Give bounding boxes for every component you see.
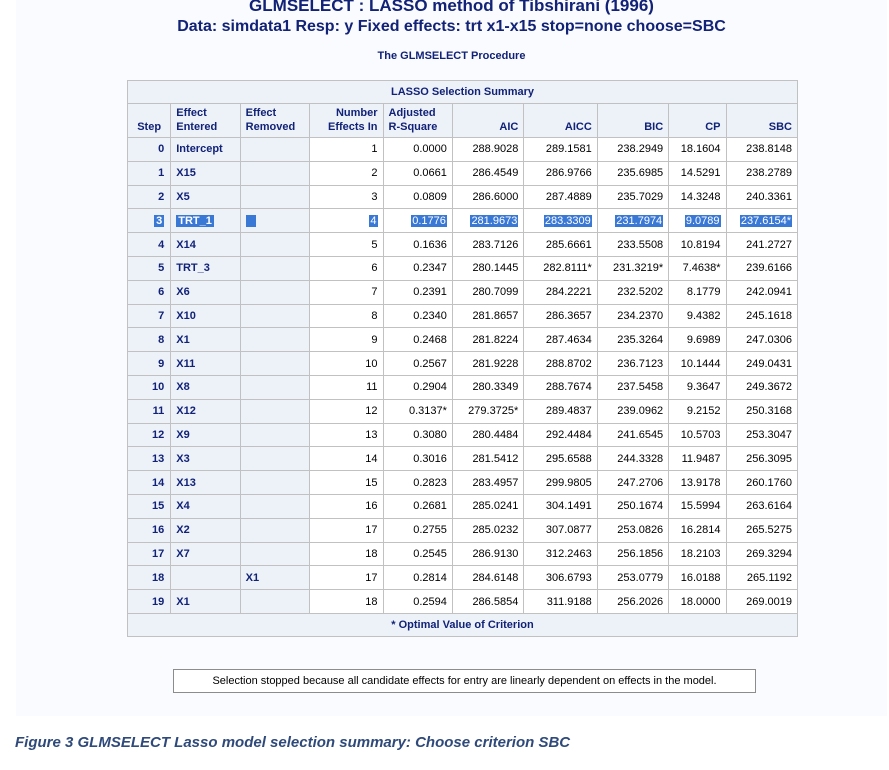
number-cell: 6 — [310, 256, 383, 280]
number-cell: 5 — [310, 233, 383, 257]
bic-cell: 235.3264 — [597, 328, 668, 352]
bic-cell: 231.3219* — [597, 256, 668, 280]
step-cell: 13 — [128, 447, 171, 471]
table-row — [128, 352, 798, 376]
number-cell: 14 — [310, 447, 383, 471]
cp-cell: 9.2152 — [669, 399, 726, 423]
aicc-cell: 285.6661 — [524, 233, 597, 257]
table-row — [128, 518, 798, 542]
col-effect-entered: Effect Entered — [171, 104, 240, 138]
step-cell: 3 — [128, 209, 171, 233]
aic-cell: 281.8657 — [452, 304, 523, 328]
step-cell: 4 — [128, 233, 171, 257]
cp-cell: 9.3647 — [669, 375, 726, 399]
number-cell: 4 — [310, 209, 383, 233]
adjrsq-cell: 0.2823 — [383, 471, 452, 495]
title-line-2: Data: simdata1 Resp: y Fixed effects: trt x1-x15 stop=none choose=SBC — [177, 18, 726, 35]
step-cell: 18 — [128, 566, 171, 590]
effect-entered-cell: X5 — [171, 185, 240, 209]
aic-cell: 286.6000 — [452, 185, 523, 209]
step-cell: 14 — [128, 471, 171, 495]
table-row — [128, 185, 798, 209]
bic-cell: 253.0826 — [597, 518, 668, 542]
cp-cell: 14.3248 — [669, 185, 726, 209]
effect-entered-cell: X15 — [171, 161, 240, 185]
cp-cell: 15.5994 — [669, 494, 726, 518]
cp-cell: 11.9487 — [669, 447, 726, 471]
effect-entered-cell: Intercept — [171, 138, 240, 162]
effect-removed-cell — [240, 542, 309, 566]
step-cell: 0 — [128, 138, 171, 162]
effect-entered-cell: X1 — [171, 328, 240, 352]
sbc-cell: 250.3168 — [726, 399, 797, 423]
table-row — [128, 399, 798, 423]
sbc-cell: 249.0431 — [726, 352, 797, 376]
table-row — [128, 566, 798, 590]
cp-cell: 16.2814 — [669, 518, 726, 542]
adjrsq-cell: 0.3016 — [383, 447, 452, 471]
effect-removed-cell — [240, 138, 309, 162]
aic-cell: 285.0241 — [452, 494, 523, 518]
step-cell: 11 — [128, 399, 171, 423]
adjrsq-cell: 0.2468 — [383, 328, 452, 352]
step-cell: 19 — [128, 590, 171, 614]
aicc-cell: 282.8111* — [524, 256, 597, 280]
number-cell: 15 — [310, 471, 383, 495]
bic-cell: 235.6985 — [597, 161, 668, 185]
sbc-cell: 256.3095 — [726, 447, 797, 471]
effect-removed-cell — [240, 256, 309, 280]
number-cell: 17 — [310, 518, 383, 542]
table-footnote: * Optimal Value of Criterion — [128, 613, 798, 636]
cp-cell: 13.9178 — [669, 471, 726, 495]
sbc-cell: 265.5275 — [726, 518, 797, 542]
bic-cell: 238.2949 — [597, 138, 668, 162]
step-cell: 5 — [128, 256, 171, 280]
effect-entered-cell: X3 — [171, 447, 240, 471]
aic-cell: 281.9228 — [452, 352, 523, 376]
table-row — [128, 375, 798, 399]
table-row — [128, 447, 798, 471]
step-cell: 12 — [128, 423, 171, 447]
col-adjusted-rsquare: Adjusted R-Square — [383, 104, 452, 138]
effect-removed-cell — [240, 494, 309, 518]
adjrsq-cell: 0.2681 — [383, 494, 452, 518]
col-aic: AIC — [452, 104, 523, 138]
cp-cell: 9.0789 — [669, 209, 726, 233]
aicc-cell: 287.4634 — [524, 328, 597, 352]
aicc-cell: 289.1581 — [524, 138, 597, 162]
table-row — [128, 209, 798, 233]
bic-cell: 231.7974 — [597, 209, 668, 233]
cp-cell: 9.4382 — [669, 304, 726, 328]
aicc-cell: 289.4837 — [524, 399, 597, 423]
sbc-cell: 245.1618 — [726, 304, 797, 328]
adjrsq-cell: 0.0000 — [383, 138, 452, 162]
sbc-cell: 241.2727 — [726, 233, 797, 257]
aic-cell: 281.9673 — [452, 209, 523, 233]
sbc-cell: 263.6164 — [726, 494, 797, 518]
adjrsq-cell: 0.1776 — [383, 209, 452, 233]
bic-cell: 253.0779 — [597, 566, 668, 590]
table-row — [128, 233, 798, 257]
sbc-cell: 238.2789 — [726, 161, 797, 185]
bic-cell: 247.2706 — [597, 471, 668, 495]
step-cell: 9 — [128, 352, 171, 376]
lasso-selection-summary-table — [127, 80, 798, 637]
col-cp: CP — [669, 104, 726, 138]
adjrsq-cell: 0.2755 — [383, 518, 452, 542]
number-cell: 3 — [310, 185, 383, 209]
effect-entered-cell: X13 — [171, 471, 240, 495]
number-cell: 11 — [310, 375, 383, 399]
table-row — [128, 138, 798, 162]
adjrsq-cell: 0.3137* — [383, 399, 452, 423]
step-cell: 10 — [128, 375, 171, 399]
aic-cell: 280.3349 — [452, 375, 523, 399]
effect-entered-cell: X11 — [171, 352, 240, 376]
bic-cell: 241.6545 — [597, 423, 668, 447]
bic-cell: 239.0962 — [597, 399, 668, 423]
effect-removed-cell — [240, 518, 309, 542]
number-cell: 16 — [310, 494, 383, 518]
sbc-cell: 237.6154* — [726, 209, 797, 233]
number-cell: 13 — [310, 423, 383, 447]
cp-cell: 18.2103 — [669, 542, 726, 566]
bic-cell: 250.1674 — [597, 494, 668, 518]
sbc-cell: 247.0306 — [726, 328, 797, 352]
aic-cell: 280.7099 — [452, 280, 523, 304]
aic-cell: 285.0232 — [452, 518, 523, 542]
step-cell: 7 — [128, 304, 171, 328]
cp-cell: 7.4638* — [669, 256, 726, 280]
adjrsq-cell: 0.2347 — [383, 256, 452, 280]
sbc-cell: 265.1192 — [726, 566, 797, 590]
step-cell: 15 — [128, 494, 171, 518]
effect-removed-cell — [240, 447, 309, 471]
text-cursor-icon — [250, 215, 256, 227]
aicc-cell: 288.8702 — [524, 352, 597, 376]
sbc-cell: 269.3294 — [726, 542, 797, 566]
adjrsq-cell: 0.2567 — [383, 352, 452, 376]
cp-cell: 10.1444 — [669, 352, 726, 376]
aicc-cell: 312.2463 — [524, 542, 597, 566]
effect-entered-cell: X12 — [171, 399, 240, 423]
sbc-cell: 269.0019 — [726, 590, 797, 614]
number-cell: 18 — [310, 590, 383, 614]
effect-removed-cell: X1 — [240, 566, 309, 590]
effect-entered-cell: X8 — [171, 375, 240, 399]
effect-removed-cell — [240, 399, 309, 423]
aic-cell: 283.4957 — [452, 471, 523, 495]
aic-cell: 286.4549 — [452, 161, 523, 185]
sbc-cell: 249.3672 — [726, 375, 797, 399]
table-row — [128, 542, 798, 566]
cp-cell: 18.0000 — [669, 590, 726, 614]
col-step: Step — [128, 104, 171, 138]
sbc-cell: 260.1760 — [726, 471, 797, 495]
aicc-cell: 311.9188 — [524, 590, 597, 614]
table-row — [128, 328, 798, 352]
table-row — [128, 256, 798, 280]
effect-entered-cell: X14 — [171, 233, 240, 257]
aicc-cell: 286.9766 — [524, 161, 597, 185]
aic-cell: 288.9028 — [452, 138, 523, 162]
sbc-cell: 242.0941 — [726, 280, 797, 304]
cp-cell: 9.6989 — [669, 328, 726, 352]
aic-cell: 286.9130 — [452, 542, 523, 566]
adjrsq-cell: 0.2594 — [383, 590, 452, 614]
number-cell: 12 — [310, 399, 383, 423]
adjrsq-cell: 0.3080 — [383, 423, 452, 447]
number-cell: 9 — [310, 328, 383, 352]
effect-removed-cell — [240, 590, 309, 614]
adjrsq-cell: 0.2814 — [383, 566, 452, 590]
aic-cell: 279.3725* — [452, 399, 523, 423]
aic-cell: 280.1445 — [452, 256, 523, 280]
adjrsq-cell: 0.2391 — [383, 280, 452, 304]
aic-cell: 286.5854 — [452, 590, 523, 614]
effect-removed-cell — [240, 375, 309, 399]
col-number-effects-in: Number Effects In — [310, 104, 383, 138]
aicc-cell: 295.6588 — [524, 447, 597, 471]
step-cell: 17 — [128, 542, 171, 566]
cp-cell: 10.8194 — [669, 233, 726, 257]
aicc-cell: 304.1491 — [524, 494, 597, 518]
adjrsq-cell: 0.2340 — [383, 304, 452, 328]
effect-entered-cell: X10 — [171, 304, 240, 328]
effect-removed-cell — [240, 423, 309, 447]
sbc-cell: 240.3361 — [726, 185, 797, 209]
number-cell: 8 — [310, 304, 383, 328]
col-bic: BIC — [597, 104, 668, 138]
adjrsq-cell: 0.0809 — [383, 185, 452, 209]
number-cell: 18 — [310, 542, 383, 566]
aic-cell: 283.7126 — [452, 233, 523, 257]
cp-cell: 18.1604 — [669, 138, 726, 162]
effect-entered-cell: TRT_3 — [171, 256, 240, 280]
bic-cell: 235.7029 — [597, 185, 668, 209]
table-row — [128, 494, 798, 518]
adjrsq-cell: 0.2545 — [383, 542, 452, 566]
effect-entered-cell: TRT_1 — [171, 209, 240, 233]
aicc-cell: 284.2221 — [524, 280, 597, 304]
number-cell: 7 — [310, 280, 383, 304]
adjrsq-cell: 0.1636 — [383, 233, 452, 257]
effect-removed-cell — [240, 352, 309, 376]
figure-caption: Figure 3 GLMSELECT Lasso model selection summary: Choose criterion SBC — [15, 734, 571, 751]
table-row — [128, 590, 798, 614]
effect-removed-cell — [240, 233, 309, 257]
aicc-cell: 283.3309 — [524, 209, 597, 233]
cp-cell: 8.1779 — [669, 280, 726, 304]
table-row — [128, 280, 798, 304]
table-row — [128, 304, 798, 328]
effect-removed-cell — [240, 185, 309, 209]
bic-cell: 256.1856 — [597, 542, 668, 566]
effect-entered-cell — [171, 566, 240, 590]
effect-entered-cell: X6 — [171, 280, 240, 304]
table-row — [128, 471, 798, 495]
step-cell: 2 — [128, 185, 171, 209]
col-aicc: AICC — [524, 104, 597, 138]
bic-cell: 233.5508 — [597, 233, 668, 257]
effect-entered-cell: X1 — [171, 590, 240, 614]
effect-removed-cell — [240, 161, 309, 185]
aicc-cell: 299.9805 — [524, 471, 597, 495]
step-cell: 16 — [128, 518, 171, 542]
aicc-cell: 288.7674 — [524, 375, 597, 399]
adjrsq-cell: 0.0661 — [383, 161, 452, 185]
step-cell: 1 — [128, 161, 171, 185]
effect-removed-cell — [240, 328, 309, 352]
procedure-title: The GLMSELECT Procedure — [377, 50, 526, 62]
bic-cell: 237.5458 — [597, 375, 668, 399]
number-cell: 1 — [310, 138, 383, 162]
column-header-row — [128, 104, 798, 138]
col-effect-removed: Effect Removed — [240, 104, 309, 138]
effect-removed-cell — [240, 209, 309, 233]
adjrsq-cell: 0.2904 — [383, 375, 452, 399]
cp-cell: 10.5703 — [669, 423, 726, 447]
aic-cell: 281.5412 — [452, 447, 523, 471]
aicc-cell: 292.4484 — [524, 423, 597, 447]
effect-removed-cell — [240, 280, 309, 304]
table-row — [128, 161, 798, 185]
number-cell: 2 — [310, 161, 383, 185]
aic-cell: 284.6148 — [452, 566, 523, 590]
aic-cell: 280.4484 — [452, 423, 523, 447]
bic-cell: 232.5202 — [597, 280, 668, 304]
col-sbc: SBC — [726, 104, 797, 138]
cp-cell: 16.0188 — [669, 566, 726, 590]
table-caption: LASSO Selection Summary — [128, 81, 798, 104]
table-row — [128, 423, 798, 447]
aic-cell: 281.8224 — [452, 328, 523, 352]
effect-entered-cell: X7 — [171, 542, 240, 566]
sbc-cell: 239.6166 — [726, 256, 797, 280]
aicc-cell: 307.0877 — [524, 518, 597, 542]
sbc-cell: 238.8148 — [726, 138, 797, 162]
effect-entered-cell: X9 — [171, 423, 240, 447]
bic-cell: 234.2370 — [597, 304, 668, 328]
bic-cell: 236.7123 — [597, 352, 668, 376]
effect-entered-cell: X2 — [171, 518, 240, 542]
selection-stopped-note: Selection stopped because all candidate effects for entry are linearly dependent on effects in the model. — [173, 669, 756, 693]
aicc-cell: 306.6793 — [524, 566, 597, 590]
step-cell: 8 — [128, 328, 171, 352]
effect-removed-cell — [240, 304, 309, 328]
sbc-cell: 253.3047 — [726, 423, 797, 447]
effect-entered-cell: X4 — [171, 494, 240, 518]
aicc-cell: 287.4889 — [524, 185, 597, 209]
title-line-1: GLMSELECT : LASSO method of Tibshirani (1996) — [249, 0, 654, 15]
bic-cell: 256.2026 — [597, 590, 668, 614]
step-cell: 6 — [128, 280, 171, 304]
aicc-cell: 286.3657 — [524, 304, 597, 328]
effect-removed-cell — [240, 471, 309, 495]
cp-cell: 14.5291 — [669, 161, 726, 185]
number-cell: 17 — [310, 566, 383, 590]
bic-cell: 244.3328 — [597, 447, 668, 471]
number-cell: 10 — [310, 352, 383, 376]
